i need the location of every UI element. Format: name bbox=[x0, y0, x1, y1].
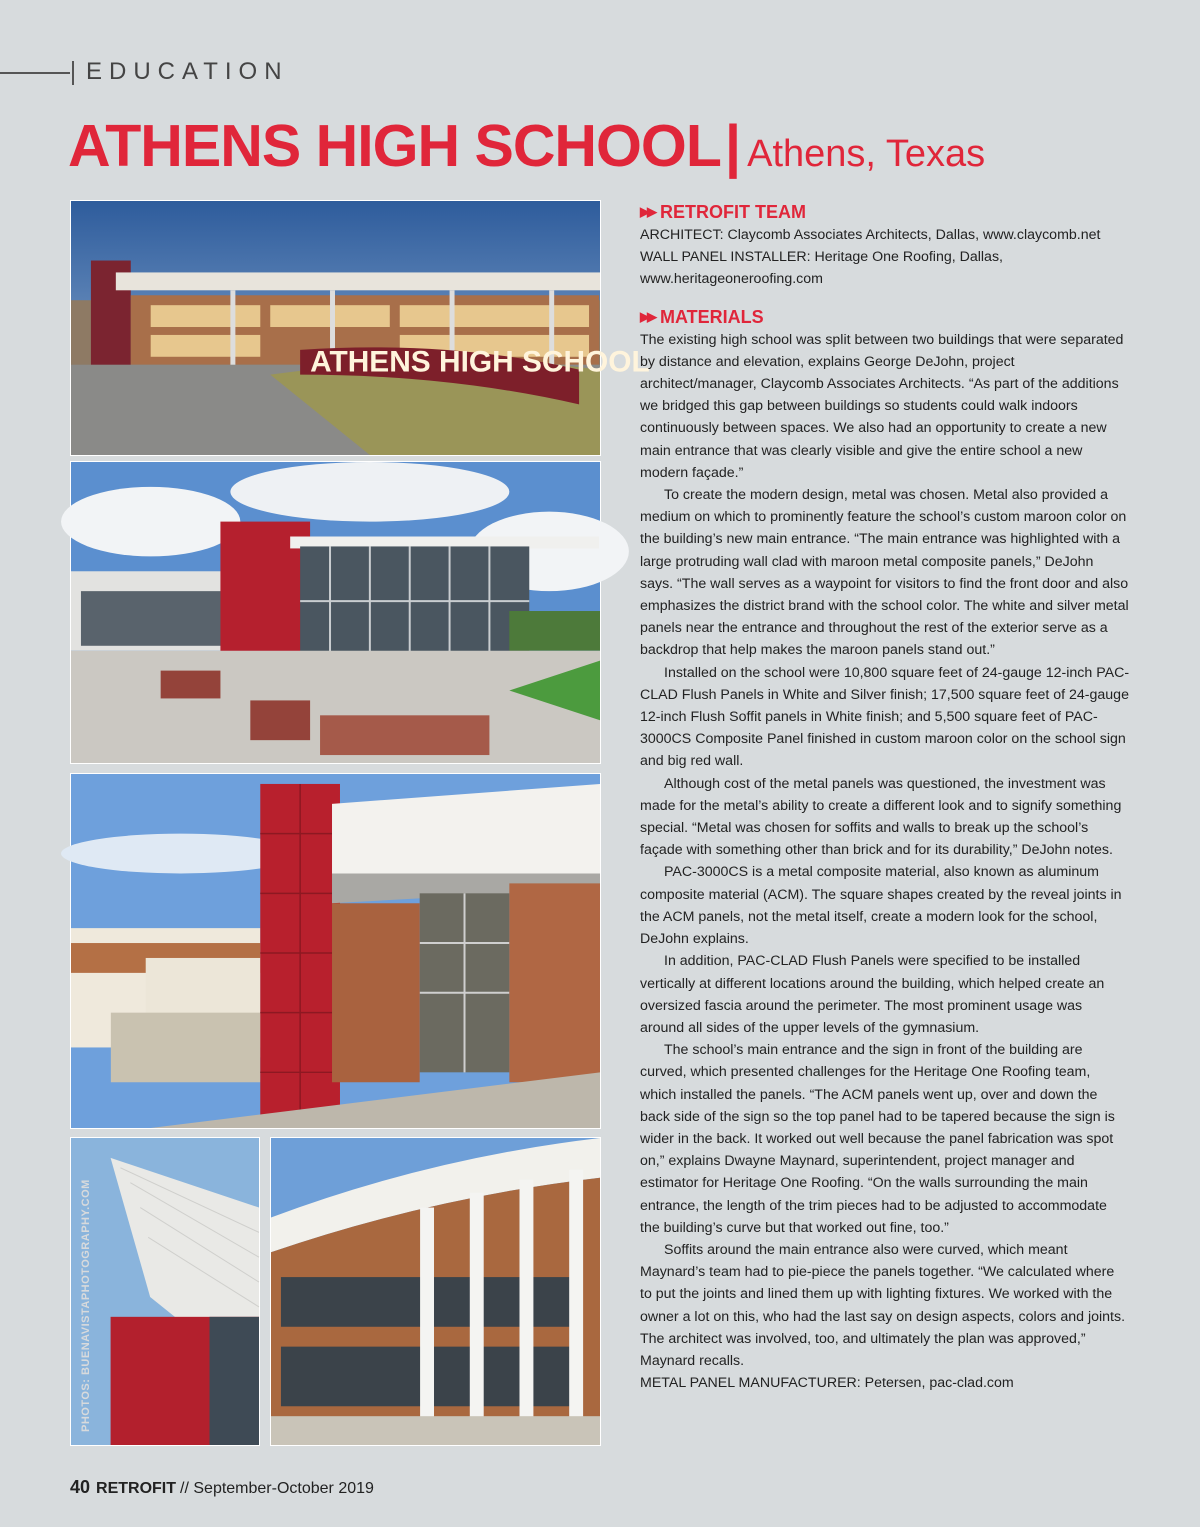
photo-curved-facade bbox=[270, 1137, 601, 1446]
section-rule bbox=[0, 72, 70, 74]
page-footer bbox=[70, 1477, 374, 1498]
title-separator: | bbox=[724, 114, 742, 179]
magazine-name: RETROFIT bbox=[96, 1480, 177, 1497]
photo-red-wall bbox=[70, 773, 601, 1129]
double-arrow-icon: ▶▶ bbox=[640, 308, 654, 324]
article-paragraph: The existing high school was split between two buildings that were separated by distance and elevation, explains George DeJohn, project architect/manager, Claycomb Associates Architects. “As part of the additions we bridged this gap between buildings so students could walk indoors continuously between spaces. We also had an opportunity to create a new main entrance that was clearly visible and give the entire school a new modern façade.” bbox=[640, 331, 1124, 481]
title-main: ATHENS HIGH SCHOOL bbox=[68, 113, 721, 179]
article-paragraph: Installed on the school were 10,800 square feet of 24-gauge 12-inch PAC-CLAD Flush Panels in White and Silver finish; 17,500 square feet of 24-gauge 12-inch Flush Soffit panels in White finish; and 5,500 square feet of PAC-3000CS Composite Panel finished in custom maroon color on the school sign and big red wall. bbox=[640, 664, 1130, 770]
article-paragraph: Although cost of the metal panels was questioned, the investment was made for the metal’s ability to create a different look and to signify something special. “Metal was chosen for soffits and walls to break up the school’s façade with something other than brick and for its durability,” DeJohn notes. bbox=[640, 775, 1122, 859]
section-label: EDUCATION bbox=[86, 58, 289, 85]
double-arrow-icon: ▶▶ bbox=[640, 204, 654, 219]
retrofit-team-heading: ▶▶ RETROFIT TEAM bbox=[640, 202, 806, 222]
article-paragraph: Soffits around the main entrance also were curved, which meant Maynard’s team had to pie-piece the panels together. “We calculated where to put the joints and lined them up with lighting fixtures. We worked with the owner a lot on this, who had the last say on design aspects, colors and joints. The architect was involved, too, and ultimately the plan was approved,” Maynard recalls. bbox=[640, 1241, 1126, 1369]
issue-date: // September-October 2019 bbox=[180, 1480, 374, 1497]
sign-text: ATHENS HIGH SCHOOL bbox=[310, 345, 650, 379]
team-installer: WALL PANEL INSTALLER: Heritage One Roofing, Dallas, www.heritageoneroofing.com bbox=[640, 249, 1003, 288]
materials-heading: ▶▶ MATERIALS bbox=[640, 306, 764, 327]
article-column bbox=[640, 200, 1130, 1394]
page-number: 40 bbox=[70, 1477, 91, 1497]
page-title bbox=[68, 112, 985, 180]
photo-soffit bbox=[70, 1137, 260, 1446]
article-paragraph: The school’s main entrance and the sign in front of the building are curved, which presented challenges for the Heritage One Roofing team, which installed the panels. “The ACM panels went up, over and down the back side of the sign so the top panel had to be tapered because the sign is wider in the back. It worked out well because the panel fabrication was spot on,” explains Dwayne Maynard, superintendent, project manager and estimator for Heritage One Roofing. “On the walls surrounding the main entrance, the length of the trim pieces had to be adjusted to accommodate the building’s curve but that worked out fine, too.” bbox=[640, 1042, 1115, 1236]
article-paragraph: To create the modern design, metal was chosen. Metal also provided a medium on which to prominently feature the school’s custom maroon color on the building’s new main entrance. “The main entrance was highlighted with a large protruding wall clad with maroon metal composite panels,” DeJohn says. “The wall serves as a waypoint for visitors to find the front door and also emphasizes the district brand with the school color. The white and silver metal panels near the entrance and throughout the rest of the exterior serve as a backdrop that help makes the maroon panels stand out.” bbox=[640, 487, 1129, 659]
manufacturer-credit: METAL PANEL MANUFACTURER: Petersen, pac-clad.com bbox=[640, 1375, 1014, 1392]
photo-entrance-plaza bbox=[70, 461, 601, 764]
team-architect: ARCHITECT: Claycomb Associates Architects, Dallas, www.claycomb.net bbox=[640, 227, 1101, 243]
article-paragraph: PAC-3000CS is a metal composite material, also known as aluminum composite material (ACM). The square shapes created by the reveal joints in the ACM panels, not the metal itself, create a modern look for the school, DeJohn explains. bbox=[640, 864, 1122, 948]
section-rule-tick bbox=[72, 61, 74, 85]
title-location: Athens, Texas bbox=[747, 133, 986, 175]
photo-credit: PHOTOS: BUENAVISTAPHOTOGRAPHY.COM bbox=[80, 1179, 92, 1432]
photo-exterior-sign bbox=[70, 200, 650, 456]
article-paragraph: In addition, PAC-CLAD Flush Panels were specified to be installed vertically at different locations around the building, which helped create an oversized fascia around the perimeter. The most prominent usage was around all sides of the upper levels of the gymnasium. bbox=[640, 953, 1105, 1036]
